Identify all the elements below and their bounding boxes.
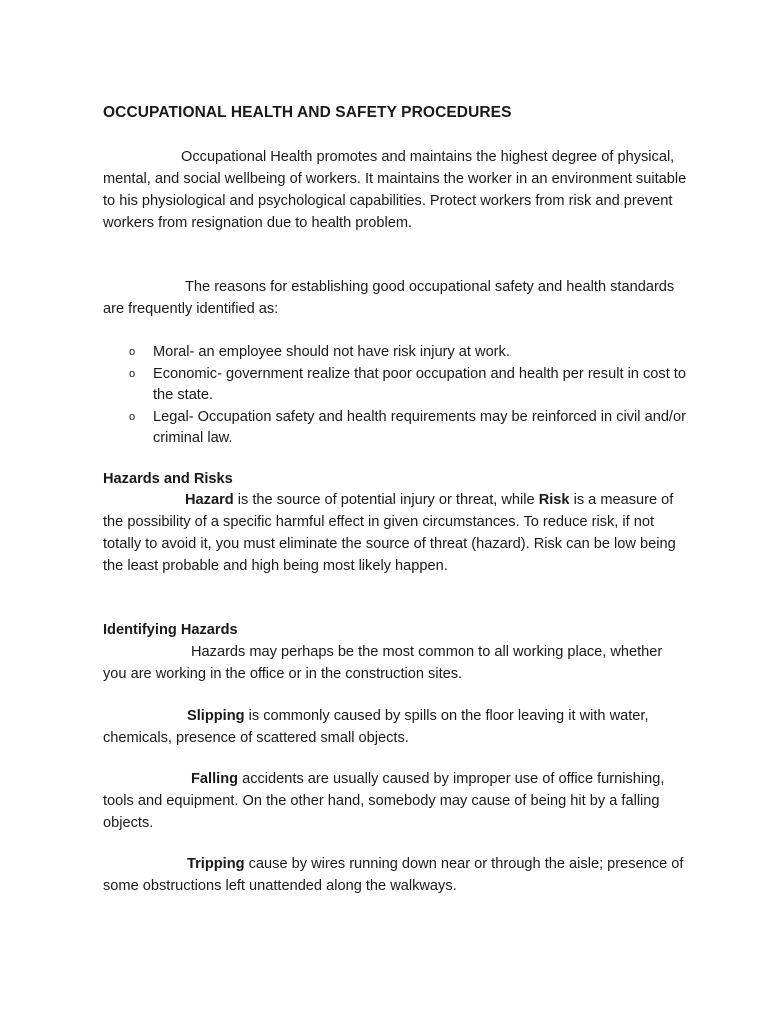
list-item-text: Legal- Occupation safety and health requirements may be reinforced in civil and/or criminal law. (153, 408, 686, 446)
list-item (103, 342, 688, 364)
reasons-list (103, 342, 688, 450)
list-item-text: Moral- an employee should not have risk injury at work. (153, 344, 510, 360)
reasons-paragraph (103, 276, 688, 320)
list-item (103, 407, 688, 450)
slipping-term: Slipping (187, 708, 245, 724)
slipping-text: is commonly caused by spills on the floor leaving it with water, chemicals, presence of scattered small objects. (103, 708, 649, 746)
hazards-and-risks-paragraph (103, 489, 688, 577)
hazard-term: Hazard (185, 492, 234, 508)
tripping-text: cause by wires running down near or through the aisle; presence of some obstructions left unattended along the walkways. (103, 856, 684, 894)
page-title: OCCUPATIONAL HEALTH AND SAFETY PROCEDURES (103, 104, 512, 121)
identifying-hazards-paragraph (103, 641, 688, 685)
list-item-text: Economic- government realize that poor occupation and health per result in cost to the state. (153, 365, 686, 403)
list-item (103, 364, 688, 407)
bullet-circle-icon: o (129, 367, 136, 380)
reasons-text: The reasons for establishing good occupational safety and health standards are frequently identified as: (103, 279, 675, 317)
falling-term: Falling (191, 771, 239, 787)
falling-text: accidents are usually caused by improper use of office furnishing, tools and equipment. On the other hand, somebody may cause of being hit by a falling objects. (103, 771, 665, 831)
slipping-paragraph (103, 705, 688, 749)
tripping-paragraph (103, 853, 688, 897)
intro-paragraph (103, 146, 688, 234)
falling-paragraph (103, 768, 688, 834)
bullet-circle-icon: o (129, 410, 136, 423)
identifying-hazards-text: Hazards may perhaps be the most common to all working place, whether you are working in the office or in the construction sites. (103, 644, 663, 682)
risk-term: Risk (538, 492, 570, 508)
intro-text: Occupational Health promotes and maintains the highest degree of physical, mental, and social wellbeing of workers. It maintains the worker in an environment suitable to his physiological and psychological capabilities. Protect workers from risk and prevent workers from resignation due to health problem. (103, 149, 687, 231)
tripping-term: Tripping (187, 856, 245, 872)
hazards-text-1: is the source of potential injury or threat, while (233, 492, 539, 508)
section-heading-identifying-hazards: Identifying Hazards (103, 622, 238, 638)
section-heading-hazards-and-risks: Hazards and Risks (103, 471, 233, 487)
bullet-circle-icon: o (129, 346, 136, 358)
hazards-text-2: is a measure of the possibility of a specific harmful effect in given circumstances. To reduce risk, if not totally to avoid it, you must eliminate the source of threat (hazard). Risk can be low being the least probable and high being most likely happen. (103, 492, 676, 574)
